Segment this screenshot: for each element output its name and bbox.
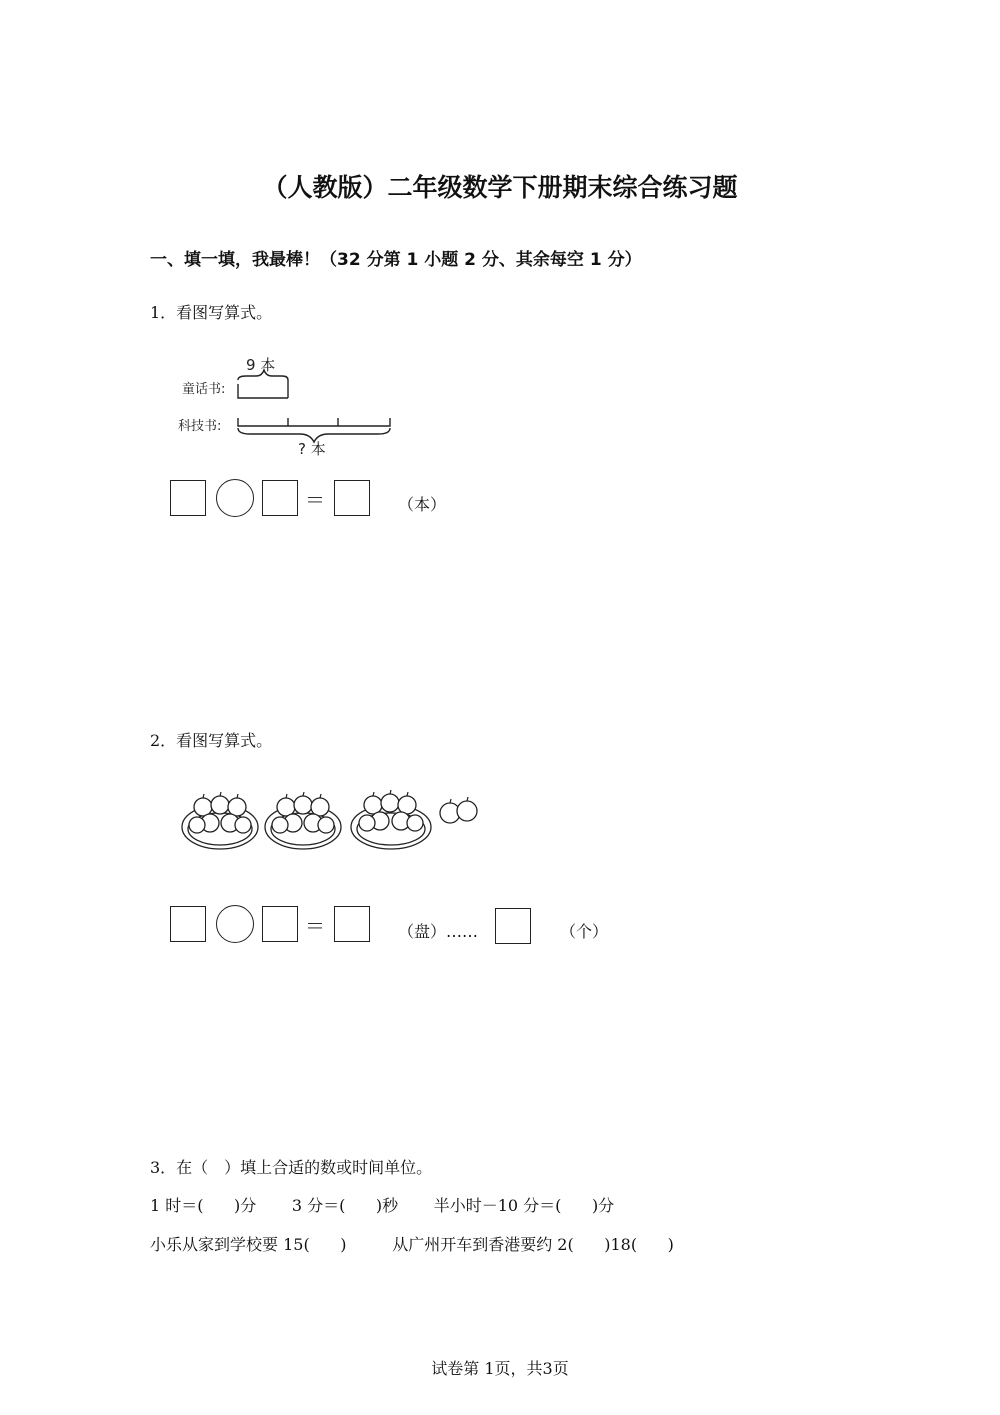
equals-sign: ＝ — [305, 488, 325, 512]
apple-plates-picture — [175, 785, 495, 865]
diagram-top-label: 9 本 — [246, 356, 276, 374]
question-2-prompt: 2．看图写算式。 — [150, 731, 273, 750]
operator-circle[interactable] — [216, 479, 254, 517]
bar-row2 — [238, 418, 390, 426]
diagram-row1-label: 童话书: — [182, 382, 226, 397]
unit-label-piece: （个） — [560, 922, 609, 941]
answer-box-2[interactable] — [262, 906, 298, 942]
question-1-prompt: 1．看图写算式。 — [150, 303, 273, 322]
top-brace — [238, 370, 288, 398]
loose-apple-2 — [457, 801, 477, 821]
answer-box-remainder[interactable] — [495, 908, 531, 944]
answer-box-quotient[interactable] — [334, 906, 370, 942]
unit-label-plate: （盘）…… — [398, 922, 479, 941]
diagram-row2-label: 科技书: — [178, 419, 222, 434]
answer-box-result[interactable] — [334, 480, 370, 516]
book-bar-diagram — [170, 350, 400, 460]
page-title: （人教版）二年级数学下册期末综合练习题 — [262, 173, 738, 202]
operator-circle[interactable] — [216, 905, 254, 943]
question-3-line-2[interactable]: 小乐从家到学校要 15( ) 从广州开车到香港要约 2( )18( ) — [150, 1235, 674, 1254]
question-3-prompt: 3．在（ ）填上合适的数或时间单位。 — [150, 1158, 433, 1177]
diagram-bottom-label: ? 本 — [298, 440, 326, 458]
unit-label: （本） — [398, 495, 447, 514]
answer-box-2[interactable] — [262, 480, 298, 516]
answer-box-1[interactable] — [170, 480, 206, 516]
section-heading: 一、填一填，我最棒！（32 分第 1 小题 2 分、其余每空 1 分） — [150, 250, 642, 270]
question-3-line-1[interactable]: 1 时＝( )分 3 分＝( )秒 半小时－10 分＝( )分 — [150, 1196, 615, 1215]
page-footer: 试卷第 1页，共3页 — [431, 1359, 569, 1378]
equals-sign: ＝ — [305, 914, 325, 938]
answer-box-1[interactable] — [170, 906, 206, 942]
bar-row1 — [238, 384, 288, 398]
